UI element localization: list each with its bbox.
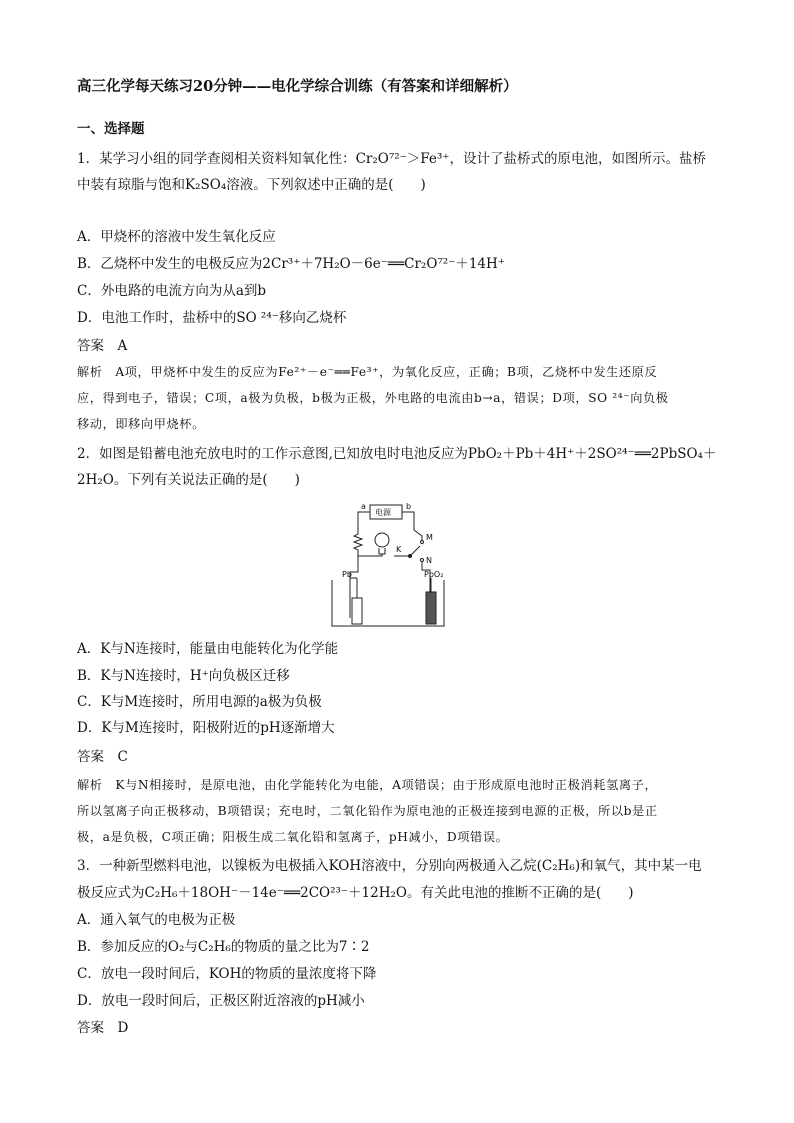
power-label: 电源 — [375, 508, 391, 517]
q1-explanation-line-2: 应，得到电子，错误；C项，a极为负极，b极为正极，外电路的电流由b→a，错误；D项，SO ²⁴⁻向负极 — [77, 391, 669, 405]
label-k: K — [396, 545, 402, 554]
q2-explanation-line-2: 所以氢离子向正极移动，B项错误；充电时，二氧化铅作为原电池的正极连接到电源的正极，所以b是正 — [77, 804, 658, 818]
q3-option-b: B．参加反应的O₂与C₂H₆的物质的量之比为7∶2 — [77, 939, 370, 955]
q3-option-a: A．通入氧气的电极为正极 — [77, 912, 236, 928]
q3-option-c: C．放电一段时间后，KOH的物质的量浓度将下降 — [77, 966, 377, 982]
pb-electrode — [352, 598, 362, 624]
switch-k-blade — [410, 546, 420, 556]
q3-answer: 答案 D — [77, 1020, 129, 1036]
q1-stem-line-2: 中装有琼脂与饱和K₂SO₄溶液。下列叙述中正确的是( ) — [77, 177, 426, 193]
q2-stem-line-1: 2．如图是铅蓄电池充放电时的工作示意图,已知放电时电池反应为PbO₂＋Pb＋4H⁺＋2SO²⁴⁻══2PbSO₄＋ — [77, 446, 717, 462]
q2-option-c: C．K与M连接时，所用电源的a极为负极 — [77, 694, 322, 710]
q3-stem-line-2: 极反应式为C₂H₆＋18OH⁻－14e⁻══2CO²³⁻＋12H₂O。有关此电池的推断不正确的是( ) — [77, 885, 634, 901]
q1-option-b: B．乙烧杯中发生的电极反应为2Cr³⁺＋7H₂O－6e⁻══Cr₂O⁷²⁻＋14H⁺ — [77, 256, 505, 272]
q1-option-c: C．外电路的电流方向为从a到b — [77, 283, 267, 299]
label-pb: Pb — [342, 570, 352, 579]
lead-acid-battery-diagram — [330, 500, 446, 630]
q1-explanation-line-3: 移动，即移向甲烧杯。 — [77, 417, 205, 431]
label-b: b — [406, 502, 412, 511]
q2-option-a: A．K与N连接时，能量由电能转化为化学能 — [77, 641, 339, 657]
q2-option-d: D．K与M连接时，阳极附近的pH逐渐增大 — [77, 720, 335, 736]
q3-option-d: D．放电一段时间后，正极区附近溶液的pH减小 — [77, 993, 365, 1009]
label-a: a — [361, 502, 366, 511]
q2-option-b: B．K与N连接时，H⁺向负极区迁移 — [77, 668, 290, 684]
wire-a — [358, 512, 370, 530]
q3-stem-line-1: 3．一种新型燃料电池，以镍板为电极插入KOH溶液中，分别向两极通入乙烷(C₂H₆)和氧气，其中某一电 — [77, 858, 702, 874]
q2-stem-line-2: 2H₂O。下列有关说法正确的是( ) — [77, 472, 300, 488]
label-n: N — [426, 556, 432, 565]
q2-explanation-line-3: 极，a是负极，C项正确；阳极生成二氧化铅和氢离子，pH减小，D项错误。 — [77, 830, 509, 844]
bulb-icon — [375, 533, 389, 547]
q2-answer: 答案 C — [77, 749, 128, 765]
label-pbo2: PbO₂ — [424, 570, 444, 579]
page-title: 高三化学每天练习20分钟——电化学综合训练（有答案和详细解析） — [77, 78, 518, 95]
q1-option-a: A．甲烧杯的溶液中发生氧化反应 — [77, 229, 276, 245]
wire-to-m — [414, 522, 422, 541]
label-m: M — [426, 533, 433, 542]
wire-b — [402, 512, 414, 522]
q1-option-d: D．电池工作时，盐桥中的SO ²⁴⁻移向乙烧杯 — [77, 310, 347, 326]
section-heading: 一、选择题 — [77, 121, 145, 137]
q2-explanation-line-1: 解析 K与N相接时，是原电池，由化学能转化为电能，A项错误；由于形成原电池时正极消耗氢离子， — [77, 778, 658, 792]
pbo2-electrode — [426, 592, 436, 624]
q1-stem-line-1: 1．某学习小组的同学查阅相关资料知氧化性：Cr₂O⁷²⁻＞Fe³⁺，设计了盐桥式的原电池，如图所示。盐桥 — [77, 151, 706, 167]
q1-answer: 答案 A — [77, 338, 128, 354]
q1-explanation-line-1: 解析 A项，甲烧杯中发生的反应为Fe²⁺－e⁻══Fe³⁺，为氧化反应，正确；B项，乙烧杯中发生还原反 — [77, 365, 658, 379]
